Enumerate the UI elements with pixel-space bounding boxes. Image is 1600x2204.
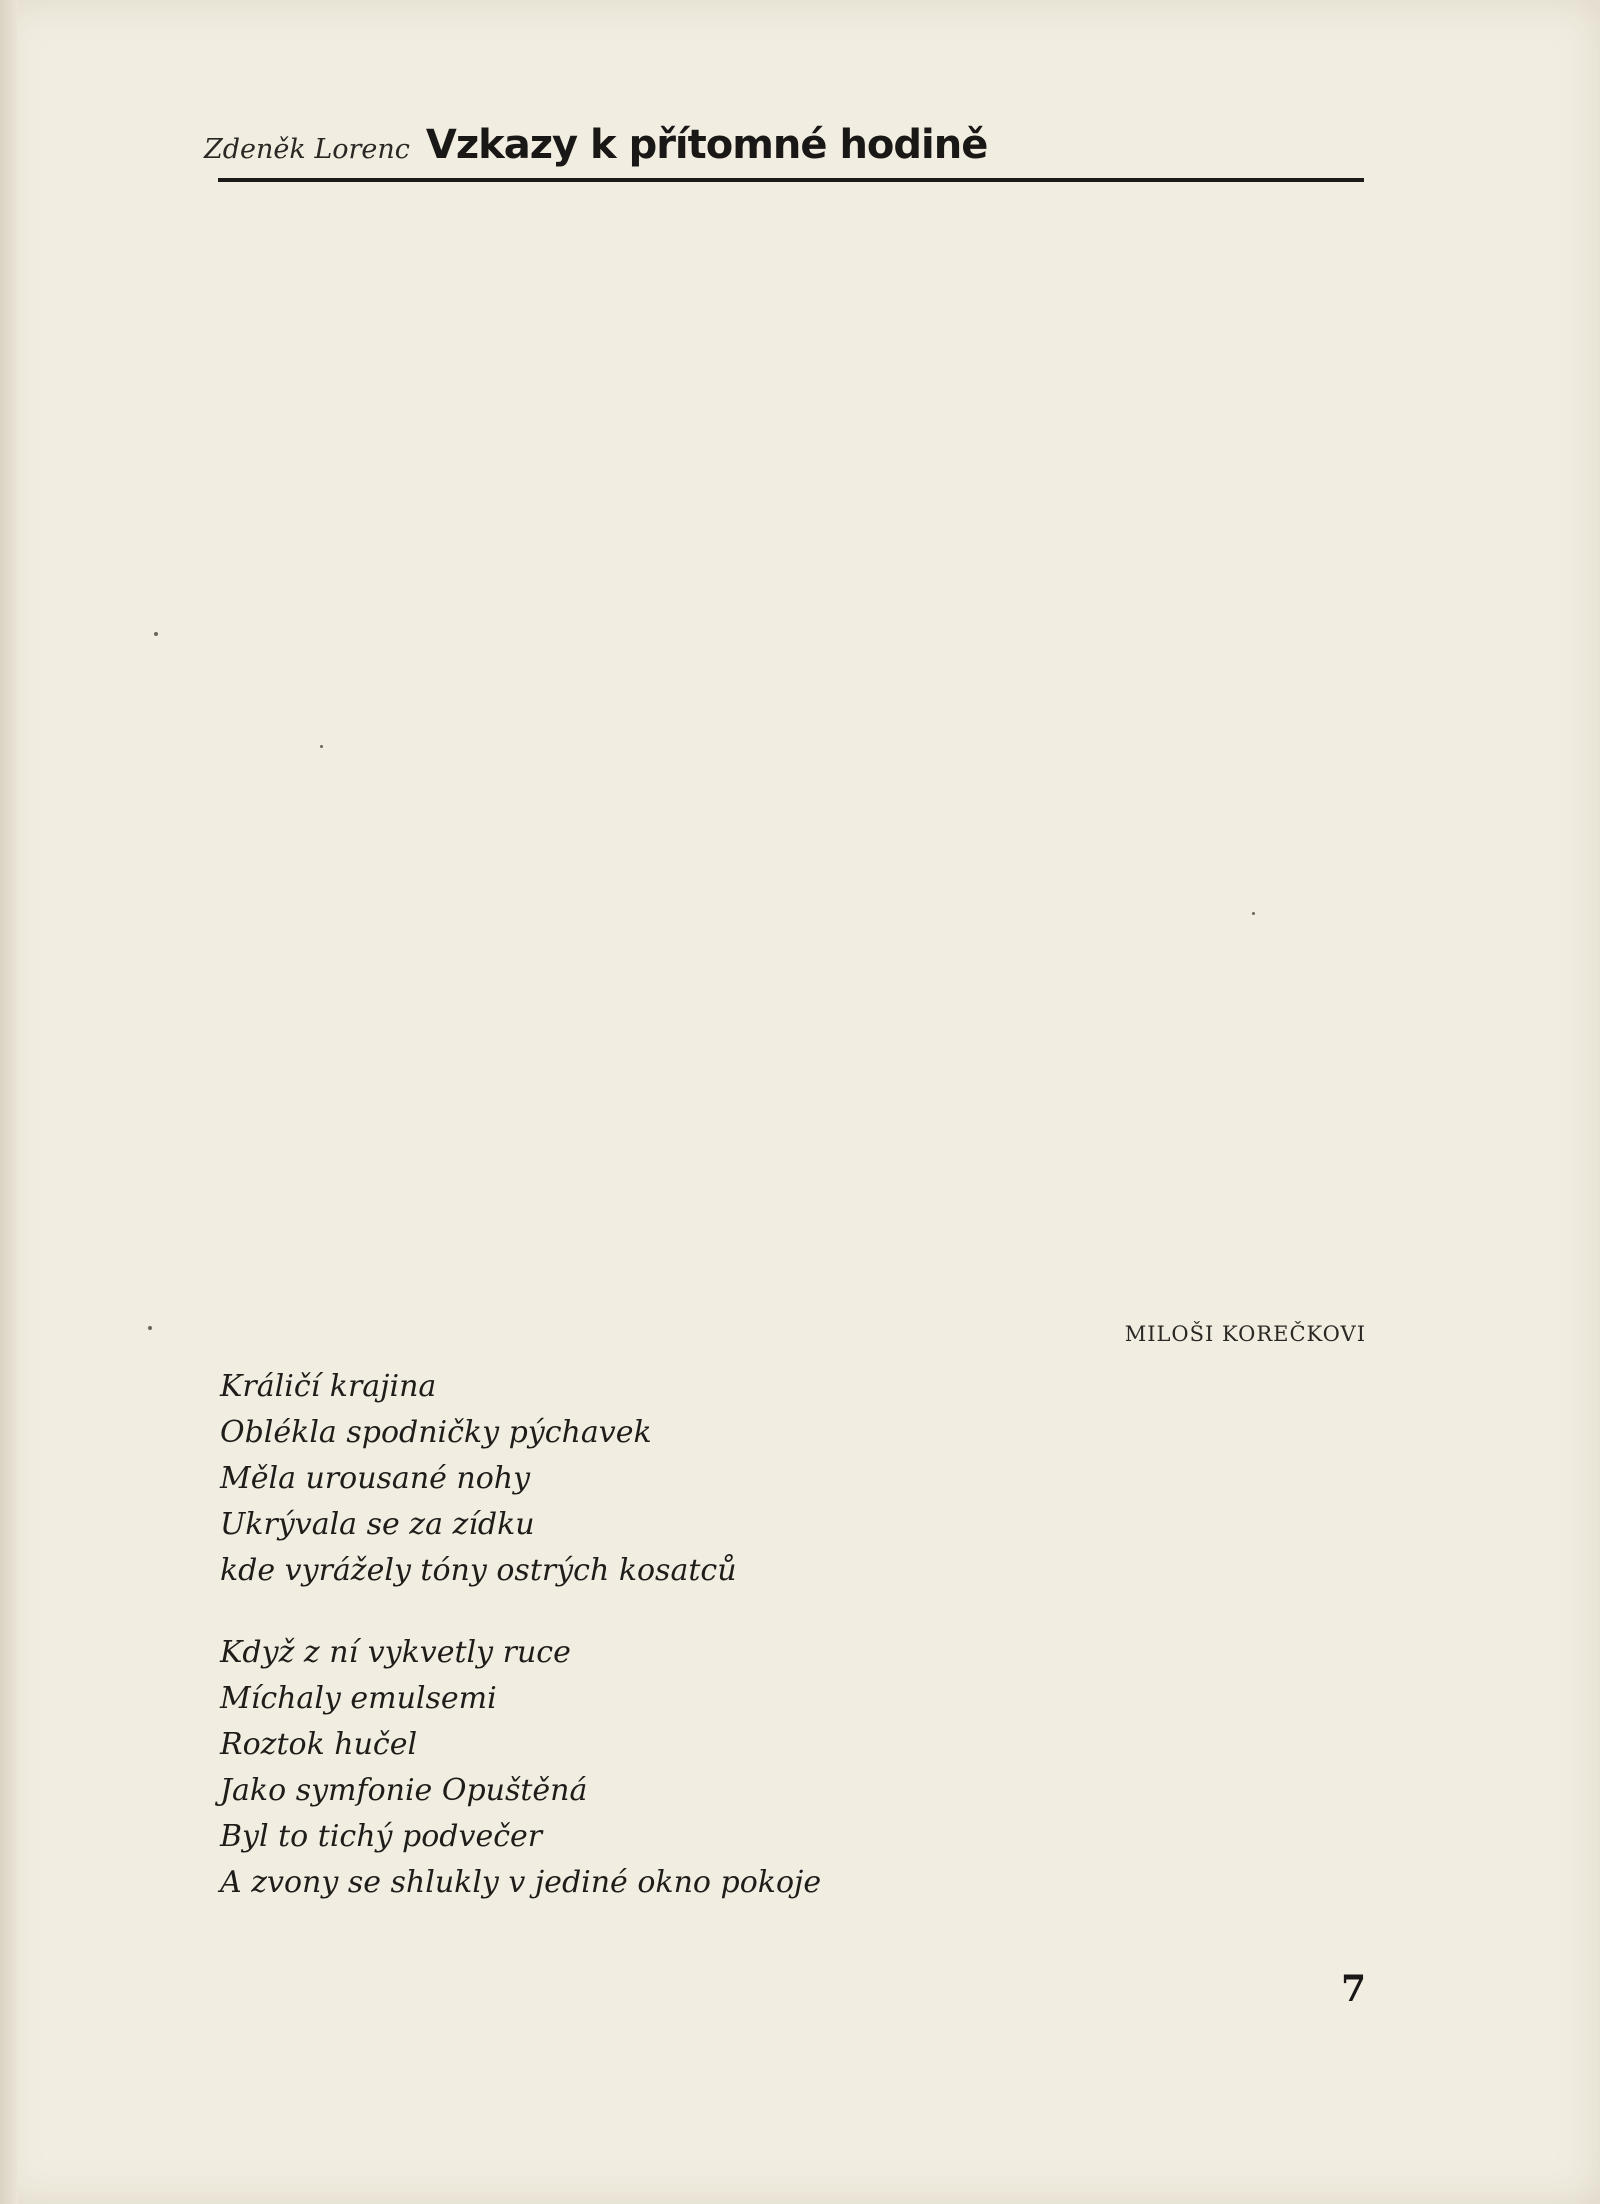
- author-name: Zdeněk Lorenc: [204, 134, 410, 165]
- poem-line: Když z ní vykvetly ruce: [220, 1635, 571, 1670]
- poem-line: kde vyrážely tóny ostrých kosatců: [220, 1553, 737, 1588]
- poem-stanza: [220, 1630, 1120, 1906]
- poem-line: Ukrývala se za zídku: [220, 1507, 535, 1542]
- poem-stanza: [220, 1364, 1120, 1594]
- page-number: 7: [1340, 1968, 1366, 2010]
- dedication: MILOŠI KOREČKOVI: [1124, 1322, 1366, 1346]
- poem-line: Jako symfonie Opuštěná: [220, 1773, 588, 1808]
- paper-speck: [1252, 912, 1255, 915]
- poem-line: Roztok hučel: [220, 1727, 418, 1762]
- poem-line: Měla urousané nohy: [220, 1461, 531, 1496]
- page-title: Vzkazy k přítomné hodině: [425, 122, 988, 168]
- poem-line: Byl to tichý podvečer: [220, 1819, 543, 1854]
- paper-speck: [154, 632, 158, 636]
- page-spine-shadow: [0, 0, 18, 2204]
- poem-line: Míchaly emulsemi: [220, 1681, 497, 1716]
- poem-line: Králičí krajina: [220, 1369, 437, 1404]
- paper-speck: [320, 745, 323, 748]
- poem-line: Oblékla spodničky pýchavek: [220, 1415, 652, 1450]
- header-rule: [218, 178, 1364, 182]
- poem-line: A zvony se shlukly v jediné okno pokoje: [220, 1865, 822, 1900]
- paper-speck: [148, 1326, 152, 1330]
- poem: [220, 1364, 1120, 1942]
- page-header: [204, 122, 1364, 182]
